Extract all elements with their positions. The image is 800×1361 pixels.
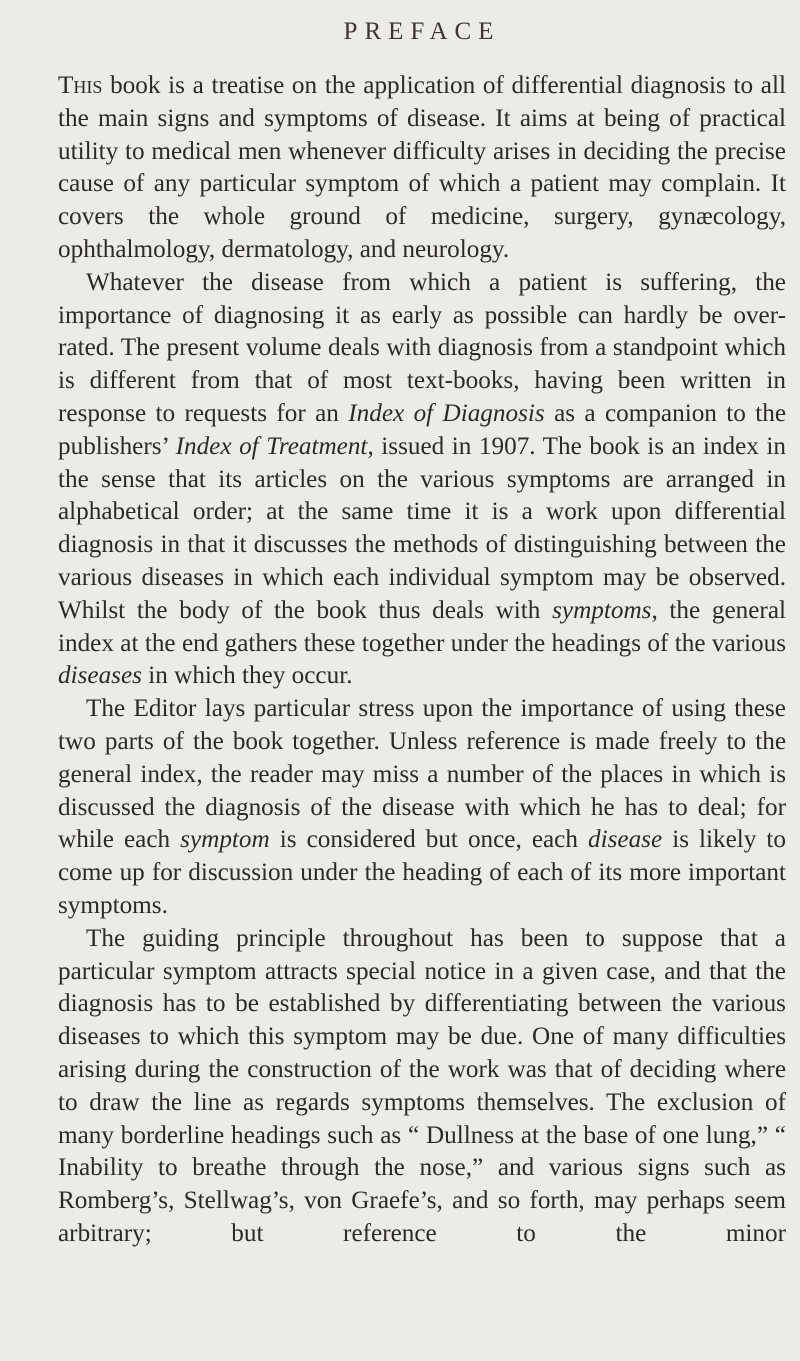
text-run: , issued in 1907. The book is an index in the sense that its articles on the various symptoms are arranged in alphabetical order; at the same time it is a work upon differential diagnosis in that it discusses the methods of distinguishing between the various diseases in which each individual symptom may be observed. Whilst the body of the book thus deals with bbox=[58, 432, 787, 624]
paragraph bbox=[58, 267, 786, 693]
page-title: PREFACE bbox=[343, 18, 501, 45]
paragraph bbox=[58, 923, 786, 1251]
italic-text: symptoms bbox=[552, 596, 652, 624]
italic-text: disease bbox=[588, 826, 663, 854]
paragraph bbox=[58, 693, 786, 923]
italic-text: symptom bbox=[180, 826, 270, 854]
text-run: Whatever the disease from which a patient is suffering, the importance of diagnosing it as early as possible can hardly be over-rated. The present volume deals with diagnosis from a standpoint which is different from that of most text-books, having been written in response to requests for an bbox=[58, 268, 786, 427]
text-run: The guiding principle throughout has been to suppose that a particular symptom attracts special notice in a given case, and that the diagnosis has to be established by differentiating between the various diseases to which this symptom may be due. One of many difficulties arising during the construction of the work was that of deciding where to draw the line as regards symptoms themselves. The exclusion of many borderline headings such as “ Dullness at the base of one lung,” “ Inability to breathe through the nose,” and various signs such as Romberg’s, Stellwag’s, von Graefe’s, and so forth, may perhaps seem arbitrary; but reference to the minor bbox=[58, 924, 786, 1247]
text-run: as a companion to the publishers’ bbox=[58, 399, 786, 460]
text-run: is likely to come up for discussion under the heading of each of its more important symptoms. bbox=[58, 826, 787, 919]
text-run: book is a treatise on the application of differential diagnosis to all the main signs and symptoms of disease. It aims at being of practical utility to medical men whenever difficulty arises in deciding the precise cause of any particular symptom of which a patient may complain. It covers the whole ground of medicine, surgery, gynæcology, ophthalmology, dermatology, and neurology. bbox=[58, 72, 786, 263]
text-run: in which they occur. bbox=[141, 662, 353, 690]
paragraph bbox=[58, 70, 786, 267]
text-run: , the general index at the end gathers these together under the headings of the various bbox=[58, 596, 786, 657]
italic-text: Index of Treatment bbox=[175, 432, 368, 460]
preface-body bbox=[58, 70, 786, 1251]
text-run: is considered but once, each bbox=[269, 826, 588, 854]
italic-text: Index of Diagnosis bbox=[348, 399, 545, 427]
italic-text: diseases bbox=[58, 662, 142, 690]
small-caps-text: This bbox=[58, 72, 103, 99]
text-run: The Editor lays particular stress upon the importance of using these two parts of the book together. Unless reference is made freely to the general index, the reader may miss a number of the places in which is discussed the diagnosis of the disease with which he has to deal; for while each bbox=[58, 695, 786, 854]
